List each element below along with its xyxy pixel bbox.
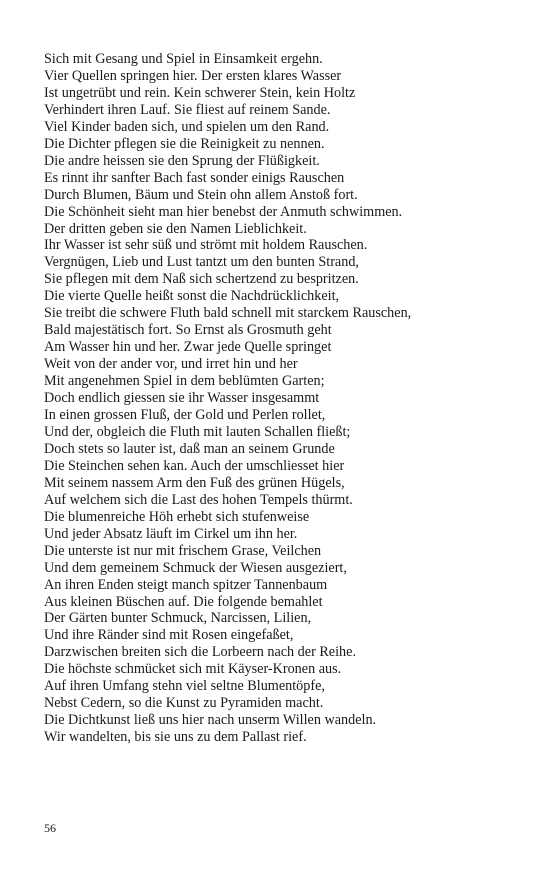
- poem-line: Die Dichtkunst ließ uns hier nach unserm Willen wandeln.: [44, 712, 377, 729]
- poem-line: Und der, obgleich die Fluth mit lauten Schallen fließt;: [44, 423, 351, 440]
- poem-line: Und dem gemeinem Schmuck der Wiesen ausgeziert,: [44, 559, 347, 576]
- poem-line: Und ihre Ränder sind mit Rosen eingefaßet,: [44, 627, 294, 644]
- poem-line: Mit seinem nassem Arm den Fuß des grünen Hügels,: [44, 474, 345, 491]
- poem-line: Auf ihren Umfang stehn viel seltne Blumentöpfe,: [44, 678, 325, 695]
- poem-line: Durch Blumen, Bäum und Stein ohn allem Anstoß fort.: [44, 186, 358, 203]
- poem-text-block: [44, 51, 524, 746]
- poem-line: Die Dichter pflegen sie die Reinigkeit zu nennen.: [44, 135, 325, 152]
- poem-line: Doch endlich giessen sie ihr Wasser insgesammt: [44, 390, 320, 407]
- poem-line: Die unterste ist nur mit frischem Grase, Veilchen: [44, 542, 322, 559]
- poem-line: Die vierte Quelle heißt sonst die Nachdrücklichkeit,: [44, 288, 340, 305]
- poem-line: Viel Kinder baden sich, und spielen um den Rand.: [44, 118, 330, 135]
- poem-line: Am Wasser hin und her. Zwar jede Quelle springet: [44, 339, 332, 356]
- poem-line: Bald majestätisch fort. So Ernst als Grosmuth geht: [44, 322, 332, 339]
- poem-line: Der dritten geben sie den Namen Lieblichkeit.: [44, 220, 307, 237]
- poem-line: Vier Quellen springen hier. Der ersten klares Wasser: [44, 67, 342, 84]
- poem-line: Doch stets so lauter ist, daß man an seinem Grunde: [44, 440, 335, 457]
- poem-line: Die Schönheit sieht man hier benebst der Anmuth schwimmen.: [44, 203, 403, 220]
- poem-line: Darzwischen breiten sich die Lorbeern nach der Reihe.: [44, 644, 356, 661]
- poem-line: Die blumenreiche Höh erhebt sich stufenweise: [44, 508, 310, 525]
- poem-line: Vergnügen, Lieb und Lust tantzt um den bunten Strand,: [44, 254, 359, 271]
- poem-line: Auf welchem sich die Last des hohen Tempels thürmt.: [44, 491, 353, 508]
- poem-line: Wir wandelten, bis sie uns zu dem Pallast rief.: [44, 729, 307, 746]
- poem-line: Und jeder Absatz läuft im Cirkel um ihn her.: [44, 525, 298, 542]
- poem-line: Ihr Wasser ist sehr süß und strömt mit holdem Rauschen.: [44, 237, 368, 254]
- poem-line: Sie treibt die schwere Fluth bald schnell mit starckem Rauschen,: [44, 305, 412, 322]
- poem-line: Die Steinchen sehen kan. Auch der umschliesset hier: [44, 457, 345, 474]
- poem-line: Die andre heissen sie den Sprung der Flüßigkeit.: [44, 152, 320, 169]
- poem-line: Der Gärten bunter Schmuck, Narcissen, Lilien,: [44, 610, 312, 627]
- poem-line: Verhindert ihren Lauf. Sie fliest auf reinem Sande.: [44, 101, 331, 118]
- poem-line: Es rinnt ihr sanfter Bach fast sonder einigs Rauschen: [44, 169, 345, 186]
- poem-line: An ihren Enden steigt manch spitzer Tannenbaum: [44, 576, 328, 593]
- poem-line: Aus kleinen Büschen auf. Die folgende bemahlet: [44, 593, 323, 610]
- poem-line: Weit von der ander vor, und irret hin und her: [44, 356, 298, 373]
- poem-line: In einen grossen Fluß, der Gold und Perlen rollet,: [44, 407, 326, 424]
- poem-line: Nebst Cedern, so die Kunst zu Pyramiden macht.: [44, 695, 324, 712]
- poem-line: Ist ungetrübt und rein. Kein schwerer Stein, kein Holtz: [44, 84, 356, 101]
- poem-line: Mit angenehmen Spiel in dem beblümten Garten;: [44, 373, 325, 390]
- page-number: 56: [44, 821, 56, 835]
- poem-line: Sich mit Gesang und Spiel in Einsamkeit ergehn.: [44, 51, 323, 67]
- poem-line: Die höchste schmücket sich mit Käyser-Kronen aus.: [44, 661, 342, 678]
- poem-line: Sie pflegen mit dem Naß sich schertzend zu bespritzen.: [44, 271, 359, 288]
